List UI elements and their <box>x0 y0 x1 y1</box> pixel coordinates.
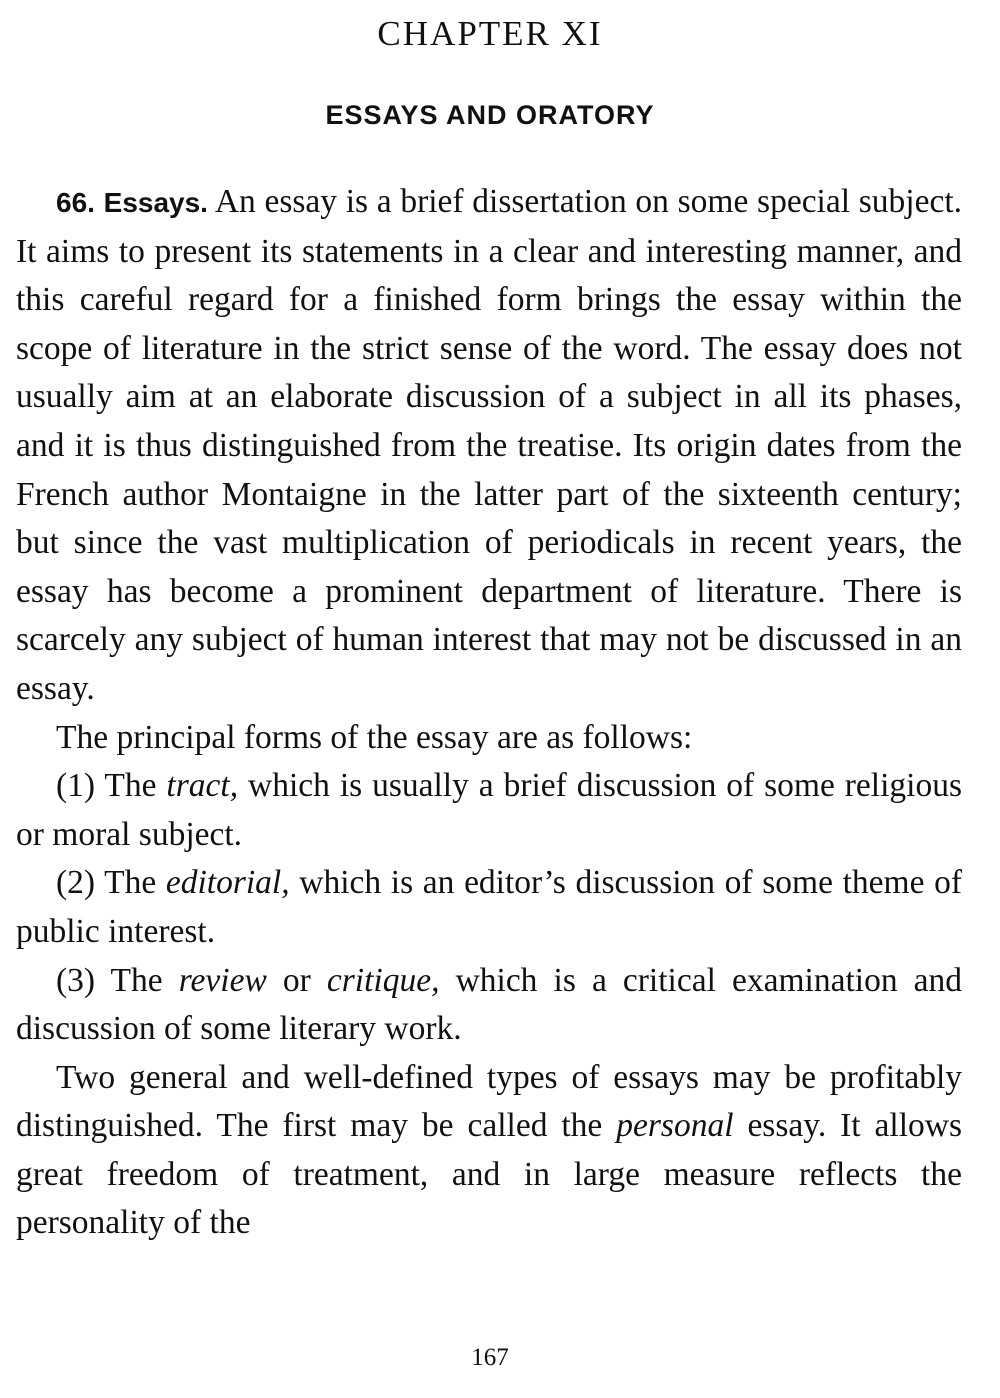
list-item-term: review <box>178 961 267 999</box>
paragraph-text: An essay is a brief dissertation on some special subject. It aims to present its statements in a clear and interesting manner, and this careful regard for a finished form brings the essay within the scope of literature in the strict sense of the word. The essay does not usually aim at an elaborate discussion of a subject in all its phases, and it is thus distinguished from the treatise. Its origin dates from the French author Montaigne in the latter part of the sixteenth century; but since the vast multiplication of periodicals in recent years, the essay has become a prominent department of literature. There is scarcely any subject of human interest that may not be discussed in an essay. <box>16 183 963 707</box>
paragraph-types <box>16 1054 962 1248</box>
list-item-prefix: (1) The <box>56 767 157 805</box>
list-item-tract <box>16 762 962 859</box>
paragraph-term: personal <box>616 1107 734 1145</box>
list-item-joiner: or <box>282 961 311 999</box>
list-item-editorial <box>16 859 962 956</box>
list-item-term: editorial, <box>165 864 290 902</box>
paragraph-essays <box>16 178 962 714</box>
list-item-text: which is an editor’s discussion of some theme of public interest. <box>16 864 963 950</box>
paragraph-text: essay. It allows great freedom of treatment, and in large measure reflects the personality of the <box>16 1107 962 1242</box>
page-number: 167 <box>471 1344 509 1371</box>
list-item-prefix: (2) The <box>56 864 157 902</box>
list-item-prefix: (3) The <box>56 961 163 999</box>
list-item-term: critique, <box>326 961 440 999</box>
paragraph-principal-forms: The principal forms of the essay are as follows: <box>56 718 693 756</box>
chapter-label: CHAPTER XI <box>377 14 603 53</box>
section-number: 66. <box>56 187 95 218</box>
page-body <box>16 178 962 1248</box>
section-title: ESSAYS AND ORATORY <box>325 100 655 130</box>
list-item-term: tract, <box>166 767 239 805</box>
list-item-text: which is usually a brief discussion of some religious or moral subject. <box>16 767 963 853</box>
list-item-text: which is a critical examination and discussion of some literary work. <box>16 961 963 1048</box>
list-item-review <box>16 957 962 1054</box>
paragraph-lead: Two general and well-defined types of essays may be profitably distinguished. The first may be called the <box>16 1058 962 1145</box>
section-heading: Essays. <box>103 187 208 218</box>
